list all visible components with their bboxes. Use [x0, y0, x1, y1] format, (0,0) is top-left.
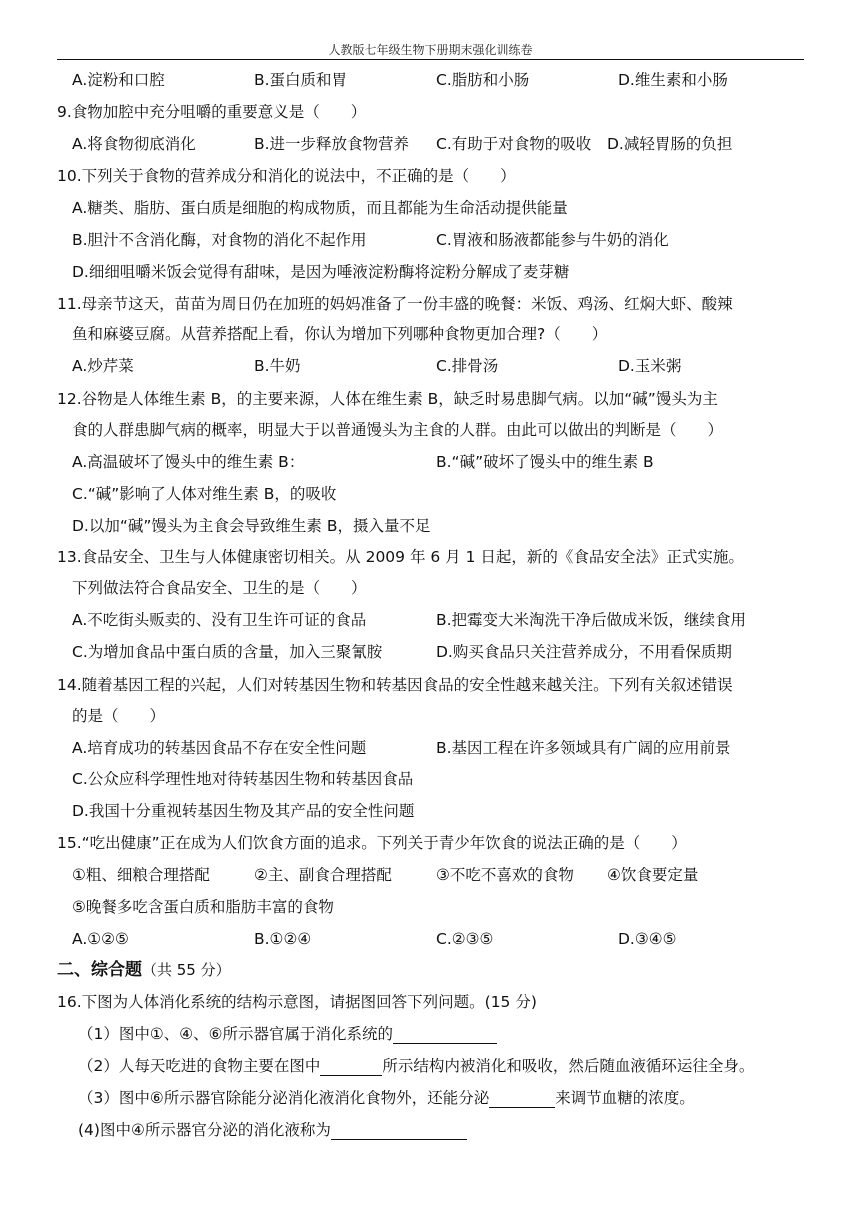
q15-stem: 15.“吃出健康”正在成为人们饮食方面的追求。下列关于青少年饮食的说法正确的是（ ） — [57, 834, 687, 852]
q14-stem-line1: 14.随着基因工程的兴起，人们对转基因生物和转基因食品的安全性越来越关注。下列有关叙述错误 — [57, 676, 733, 694]
q10-option-b: B.胆汁不含消化酶，对食物的消化不起作用 — [72, 231, 367, 249]
q16-sub3 — [78, 1088, 695, 1108]
q11-option-b: B.牛奶 — [254, 357, 301, 375]
q12-option-d: D.以加“碱”馒头为主食会导致维生素 B，摄入量不足 — [72, 517, 431, 535]
q13-option-a: A.不吃街头贩卖的、没有卫生许可证的食品 — [72, 611, 367, 629]
q15-option-d: D.③④⑤ — [618, 930, 677, 948]
q8-option-c: C.脂肪和小肠 — [436, 71, 530, 89]
q16-sub2-text-a: （2）人每天吃进的食物主要在图中 — [78, 1057, 321, 1075]
q10-option-c: C.胃液和肠液都能参与牛奶的消化 — [436, 231, 669, 249]
q16-sub4-blank[interactable] — [331, 1123, 467, 1140]
page-header: 人教版七年级生物下册期末强化训练卷 — [328, 43, 533, 57]
q9-option-b: B.进一步释放食物营养 — [254, 135, 410, 153]
q10-option-a: A.糖类、脂肪、蛋白质是细胞的构成物质，而且都能为生命活动提供能量 — [72, 199, 568, 217]
q16-sub1-text: （1）图中①、④、⑥所示器官属于消化系统的 — [78, 1025, 394, 1043]
q16-sub2-blank[interactable] — [320, 1059, 382, 1076]
section-title: 二、综合题 — [57, 960, 142, 980]
q15-item-5: ⑤晚餐多吃含蛋白质和脂肪丰富的食物 — [72, 898, 334, 916]
q16-stem: 16.下图为人体消化系统的结构示意图，请据图回答下列问题。(15 分) — [57, 993, 537, 1011]
q15-item-2: ②主、副食合理搭配 — [254, 866, 392, 884]
q11-stem-line2: 鱼和麻婆豆腐。从营养搭配上看，你认为增加下列哪种食物更加合理?（ ） — [72, 325, 608, 343]
q14-stem-line2: 的是（ ） — [72, 707, 166, 725]
q16-sub3-text-b: 来调节血糖的浓度。 — [555, 1089, 695, 1107]
q15-option-b: B.①②④ — [254, 930, 312, 948]
q13-stem-line2: 下列做法符合食品安全、卫生的是（ ） — [72, 579, 367, 597]
q14-option-b: B.基因工程在许多领域具有广阔的应用前景 — [436, 739, 731, 757]
section-heading — [57, 960, 231, 980]
q16-sub2-text-b: 所示结构内被消化和吸收，然后随血液循环运往全身。 — [382, 1057, 755, 1075]
q10-stem: 10.下列关于食物的营养成分和消化的说法中，不正确的是（ ） — [57, 167, 516, 185]
q13-stem-line1: 13.食品安全、卫生与人体健康密切相关。从 2009 年 6 月 1 日起，新的《食品安全法》正式实施。 — [57, 548, 744, 566]
q16-sub1 — [78, 1024, 497, 1044]
section-score: （共 55 分） — [142, 961, 231, 979]
q10-option-d: D.细细咀嚼米饭会觉得有甜味，是因为唾液淀粉酶将淀粉分解成了麦芽糖 — [72, 263, 570, 281]
q16-sub1-blank[interactable] — [393, 1027, 497, 1044]
q12-option-c: C.“碱”影响了人体对维生素 B，的吸收 — [72, 485, 337, 503]
q15-option-a: A.①②⑤ — [72, 930, 129, 948]
q11-option-c: C.排骨汤 — [436, 357, 499, 375]
q8-option-d: D.维生素和小肠 — [618, 71, 728, 89]
q15-option-c: C.②③⑤ — [436, 930, 494, 948]
q14-option-a: A.培育成功的转基因食品不存在安全性问题 — [72, 739, 367, 757]
q13-option-b: B.把霉变大米淘洗干净后做成米饭，继续食用 — [436, 611, 747, 629]
q8-option-a: A.淀粉和口腔 — [72, 71, 165, 89]
q12-option-b: B.“碱”破坏了馒头中的维生素 B — [436, 453, 654, 471]
q12-option-a: A.高温破坏了馒头中的维生素 B： — [72, 453, 305, 471]
q15-item-4: ④饮食要定量 — [607, 866, 699, 884]
q12-stem-line1: 12.谷物是人体维生素 B，的主要来源，人体在维生素 B，缺乏时易患脚气病。以加“碱”馒头为主 — [57, 390, 718, 408]
q16-sub2 — [78, 1056, 754, 1076]
q15-item-1: ①粗、细粮合理搭配 — [72, 866, 210, 884]
q9-stem: 9.食物加腔中充分咀嚼的重要意义是（ ） — [57, 103, 367, 121]
q13-option-c: C.为增加食品中蛋白质的含量，加入三聚氰胺 — [72, 643, 383, 661]
q13-option-d: D.购买食品只关注营养成分，不用看保质期 — [436, 643, 732, 661]
q8-option-b: B.蛋白质和胃 — [254, 71, 348, 89]
q11-stem-line1: 11.母亲节这天，苗苗为周日仍在加班的妈妈准备了一份丰盛的晚餐：米饭、鸡汤、红焖大虾、酸辣 — [57, 295, 733, 313]
q12-stem-line2: 食的人群患脚气病的概率，明显大于以普通馒头为主食的人群。由此可以做出的判断是（ ） — [72, 421, 724, 439]
q16-sub3-text-a: （3）图中⑥所示器官除能分泌消化液消化食物外，还能分泌 — [78, 1089, 490, 1107]
q11-option-a: A.炒芹菜 — [72, 357, 134, 375]
q16-sub4-text: (4)图中④所示器官分泌的消化液称为 — [78, 1121, 331, 1139]
q9-option-a: A.将食物彻底消化 — [72, 135, 196, 153]
q16-sub3-blank[interactable] — [489, 1091, 555, 1108]
q14-option-c: C.公众应科学理性地对待转基因生物和转基因食品 — [72, 770, 414, 788]
q11-option-d: D.玉米粥 — [618, 357, 682, 375]
q16-sub4 — [78, 1120, 467, 1140]
q14-option-d: D.我国十分重视转基因生物及其产品的安全性问题 — [72, 802, 415, 820]
q9-option-d: D.减轻胃肠的负担 — [607, 135, 733, 153]
q15-item-3: ③不吃不喜欢的食物 — [436, 866, 574, 884]
q9-option-c: C.有助于对食物的吸收 — [436, 135, 592, 153]
